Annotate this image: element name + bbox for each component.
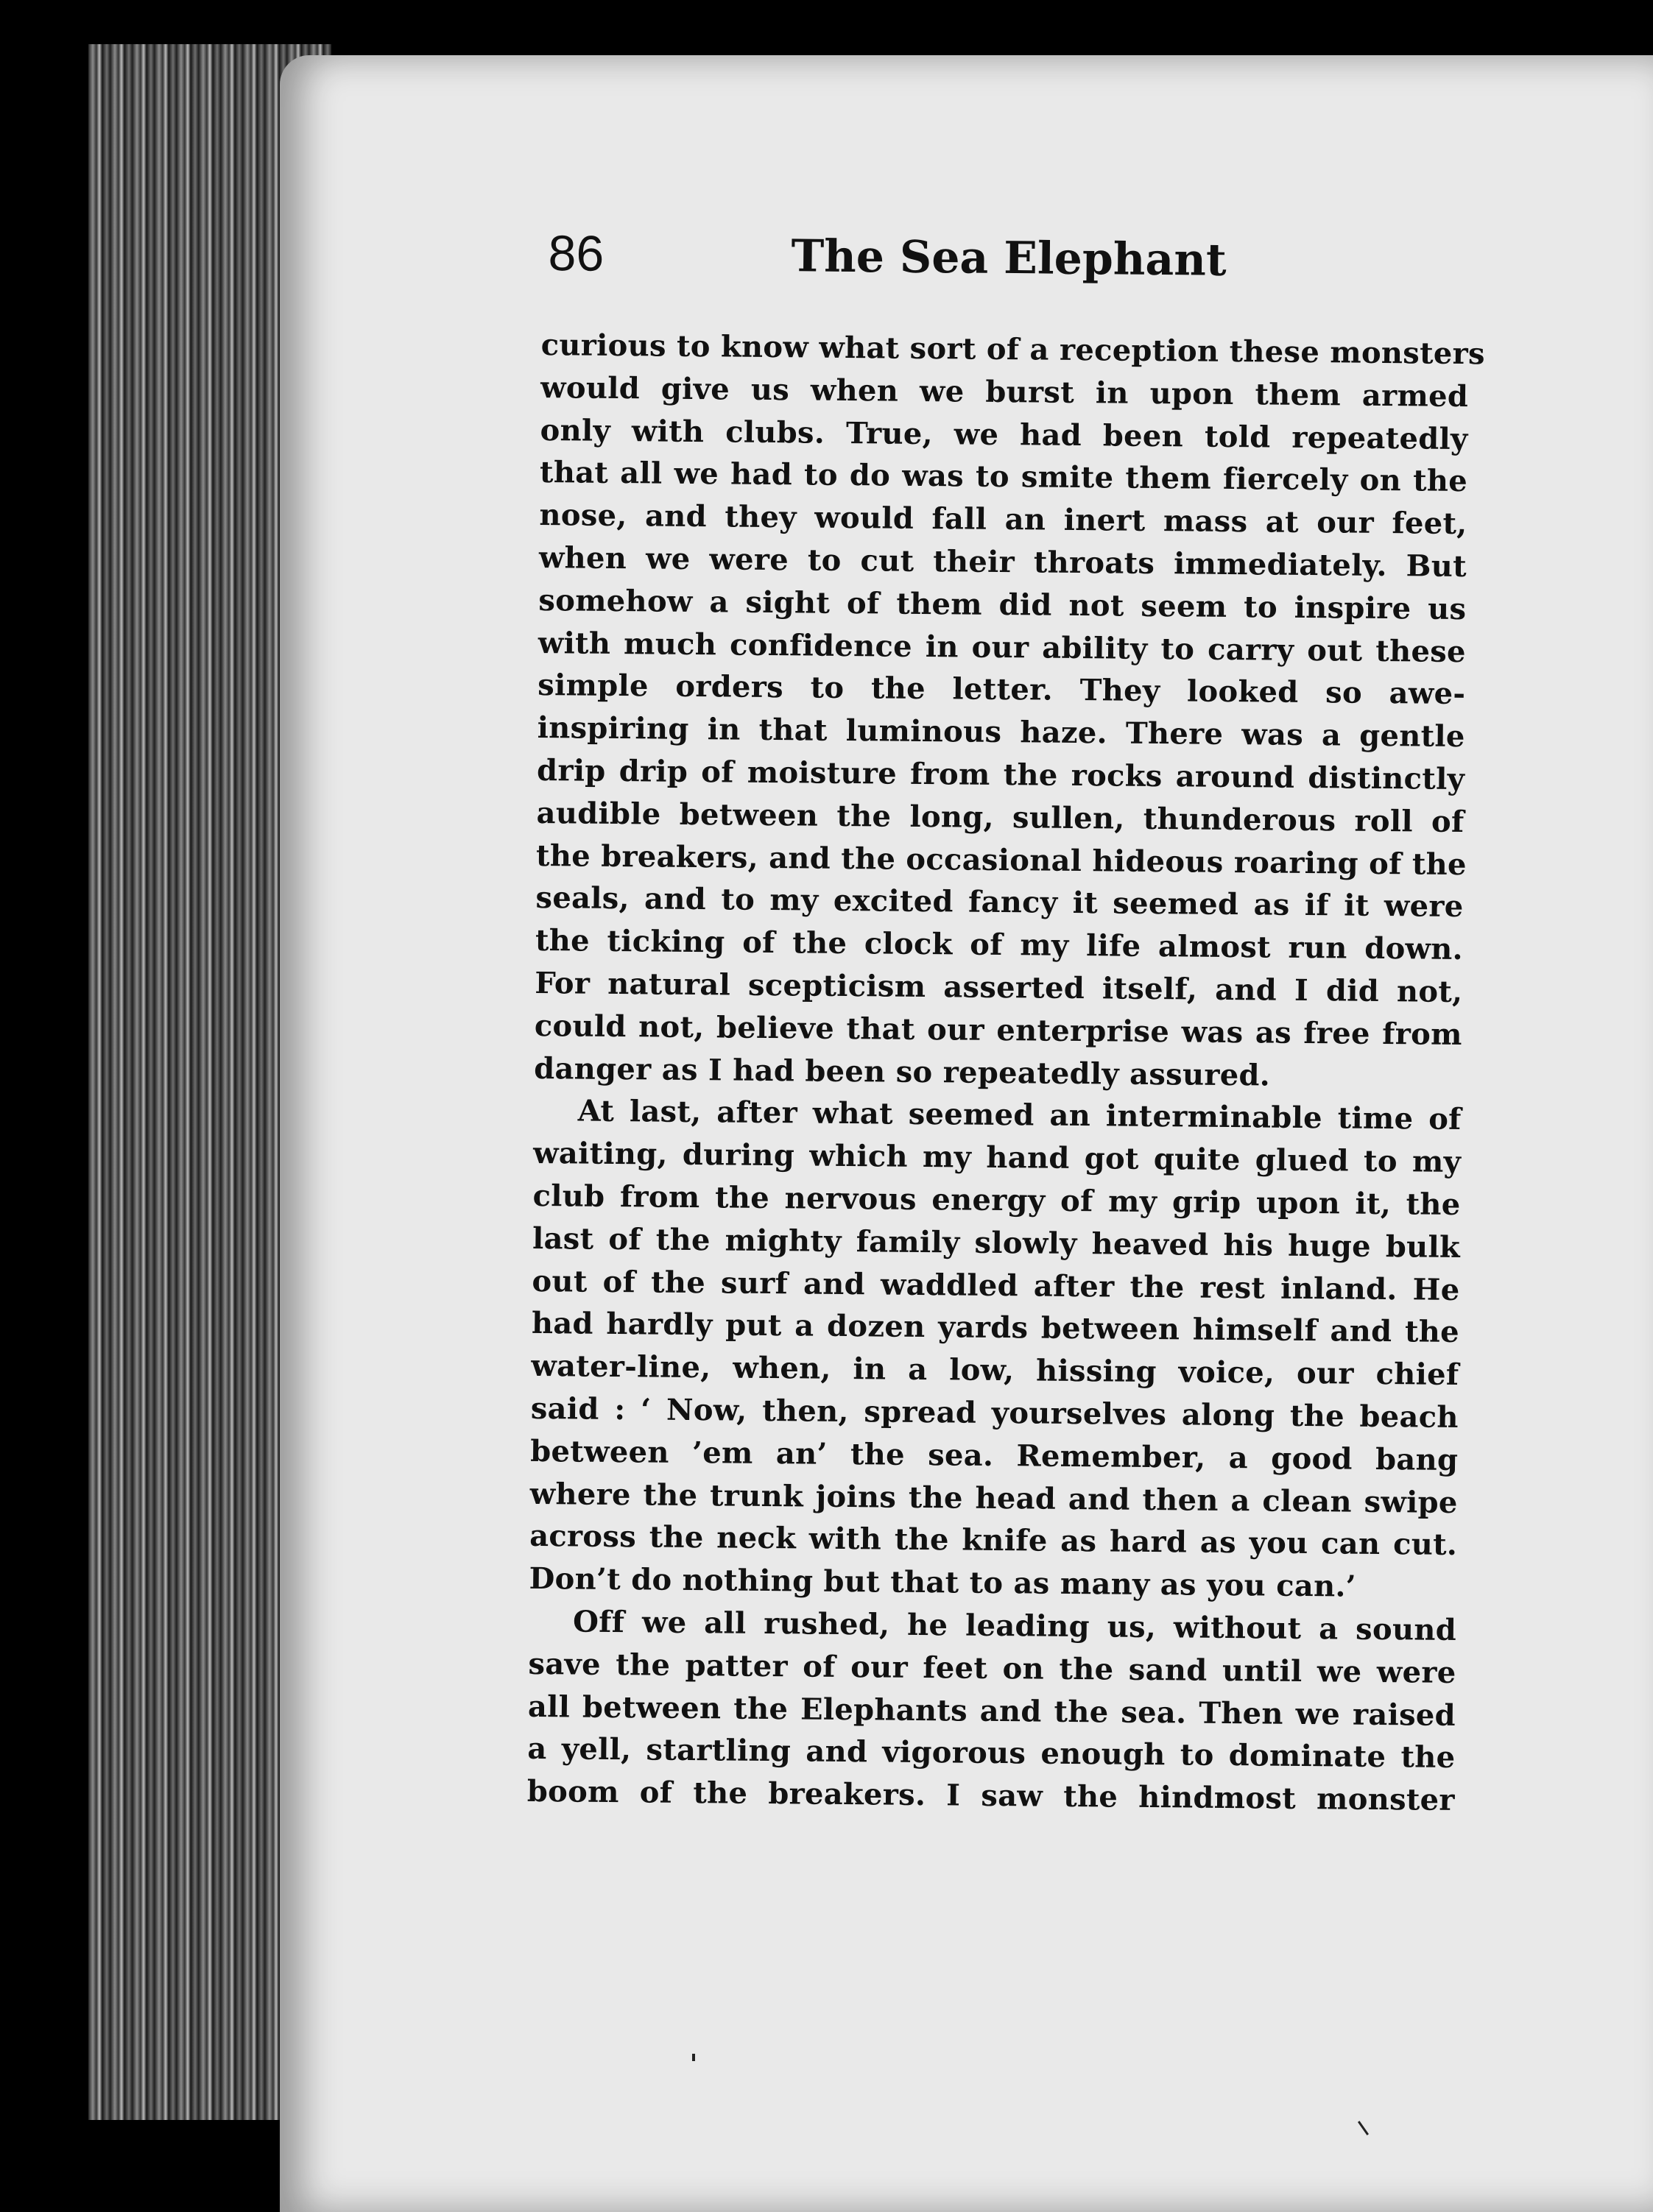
text-line: curious to know what sort of a reception these monsters xyxy=(540,327,1486,372)
text-line: the ticking of the clock of my life almost run down. xyxy=(535,923,1464,967)
text-line: inspiring in that luminous haze. There was a gentle xyxy=(537,710,1465,755)
text-line: somehow a sight of them did not seem to inspire us xyxy=(538,582,1467,626)
text-line: the breakers, and the occasional hideous roaring of the xyxy=(535,838,1467,882)
text-line: waiting, during which my hand got quite glued to my xyxy=(532,1136,1462,1180)
text-line: water-line, when, in a low, hissing voice, our chief xyxy=(531,1349,1459,1393)
text-line: For natural scepticism asserted itself, and I did not, xyxy=(535,965,1463,1010)
running-title: The Sea Elephant xyxy=(791,230,1227,286)
text-line: club from the nervous energy of my grip upon it, the xyxy=(532,1178,1461,1222)
text-line: out of the surf and waddled after the rest inland. He xyxy=(532,1263,1460,1307)
text-line: when we were to cut their throats immediately. But xyxy=(538,540,1467,584)
text-line: danger as I had been so repeatedly assured. xyxy=(534,1050,1271,1093)
text-line: a yell, startling and vigorous enough to dominate the xyxy=(527,1731,1456,1775)
scan-speck xyxy=(692,2054,695,2061)
text-line: last of the mighty family slowly heaved his huge bulk xyxy=(532,1220,1461,1265)
text-line: had hardly put a dozen yards between himself and the xyxy=(531,1306,1460,1350)
text-line: only with clubs. True, we had been told repeatedly xyxy=(540,412,1468,456)
text-line: said : ‘ Now, then, spread yourselves along the beach xyxy=(530,1391,1459,1435)
page-number: 86 xyxy=(548,225,605,282)
text-line: drip drip of moisture from the rocks around distinctly xyxy=(536,752,1465,797)
text-line: nose, and they would fall an inert mass at our feet, xyxy=(539,498,1467,542)
text-line: Off we all rushed, he leading us, without a sound xyxy=(572,1604,1457,1647)
text-line: all between the Elephants and the sea. Then we raised xyxy=(527,1689,1456,1733)
text-line: boom of the breakers. I saw the hindmost monster xyxy=(526,1774,1456,1818)
text-line: simple orders to the letter. They looked so awe- xyxy=(538,668,1466,712)
text-line: that all we had to do was to smite them fiercely on the xyxy=(539,455,1468,499)
text-line: could not, believe that our enterprise was as free from xyxy=(534,1008,1463,1052)
text-line: between ’em an’ the sea. Remember, a good bang xyxy=(530,1433,1459,1477)
text-line: seals, and to my excited fancy it seemed as if it were xyxy=(535,880,1464,925)
body-text xyxy=(526,324,1486,1822)
text-line: where the trunk joins the head and then a clean swipe xyxy=(529,1476,1458,1520)
text-line: would give us when we burst in upon them armed xyxy=(540,370,1469,414)
text-line: save the patter of our feet on the sand until we were xyxy=(528,1646,1456,1690)
text-line: across the neck with the knife as hard as you can cut. xyxy=(529,1519,1458,1563)
page-header xyxy=(548,225,1285,302)
text-line: audible between the long, sullen, thunderous roll of xyxy=(536,795,1465,839)
text-line: Don’t do nothing but that to as many as you can.’ xyxy=(529,1561,1357,1604)
text-line: with much confidence in our ability to carry out these xyxy=(538,625,1467,669)
text-line: At last, after what seemed an interminable time of xyxy=(577,1093,1462,1137)
